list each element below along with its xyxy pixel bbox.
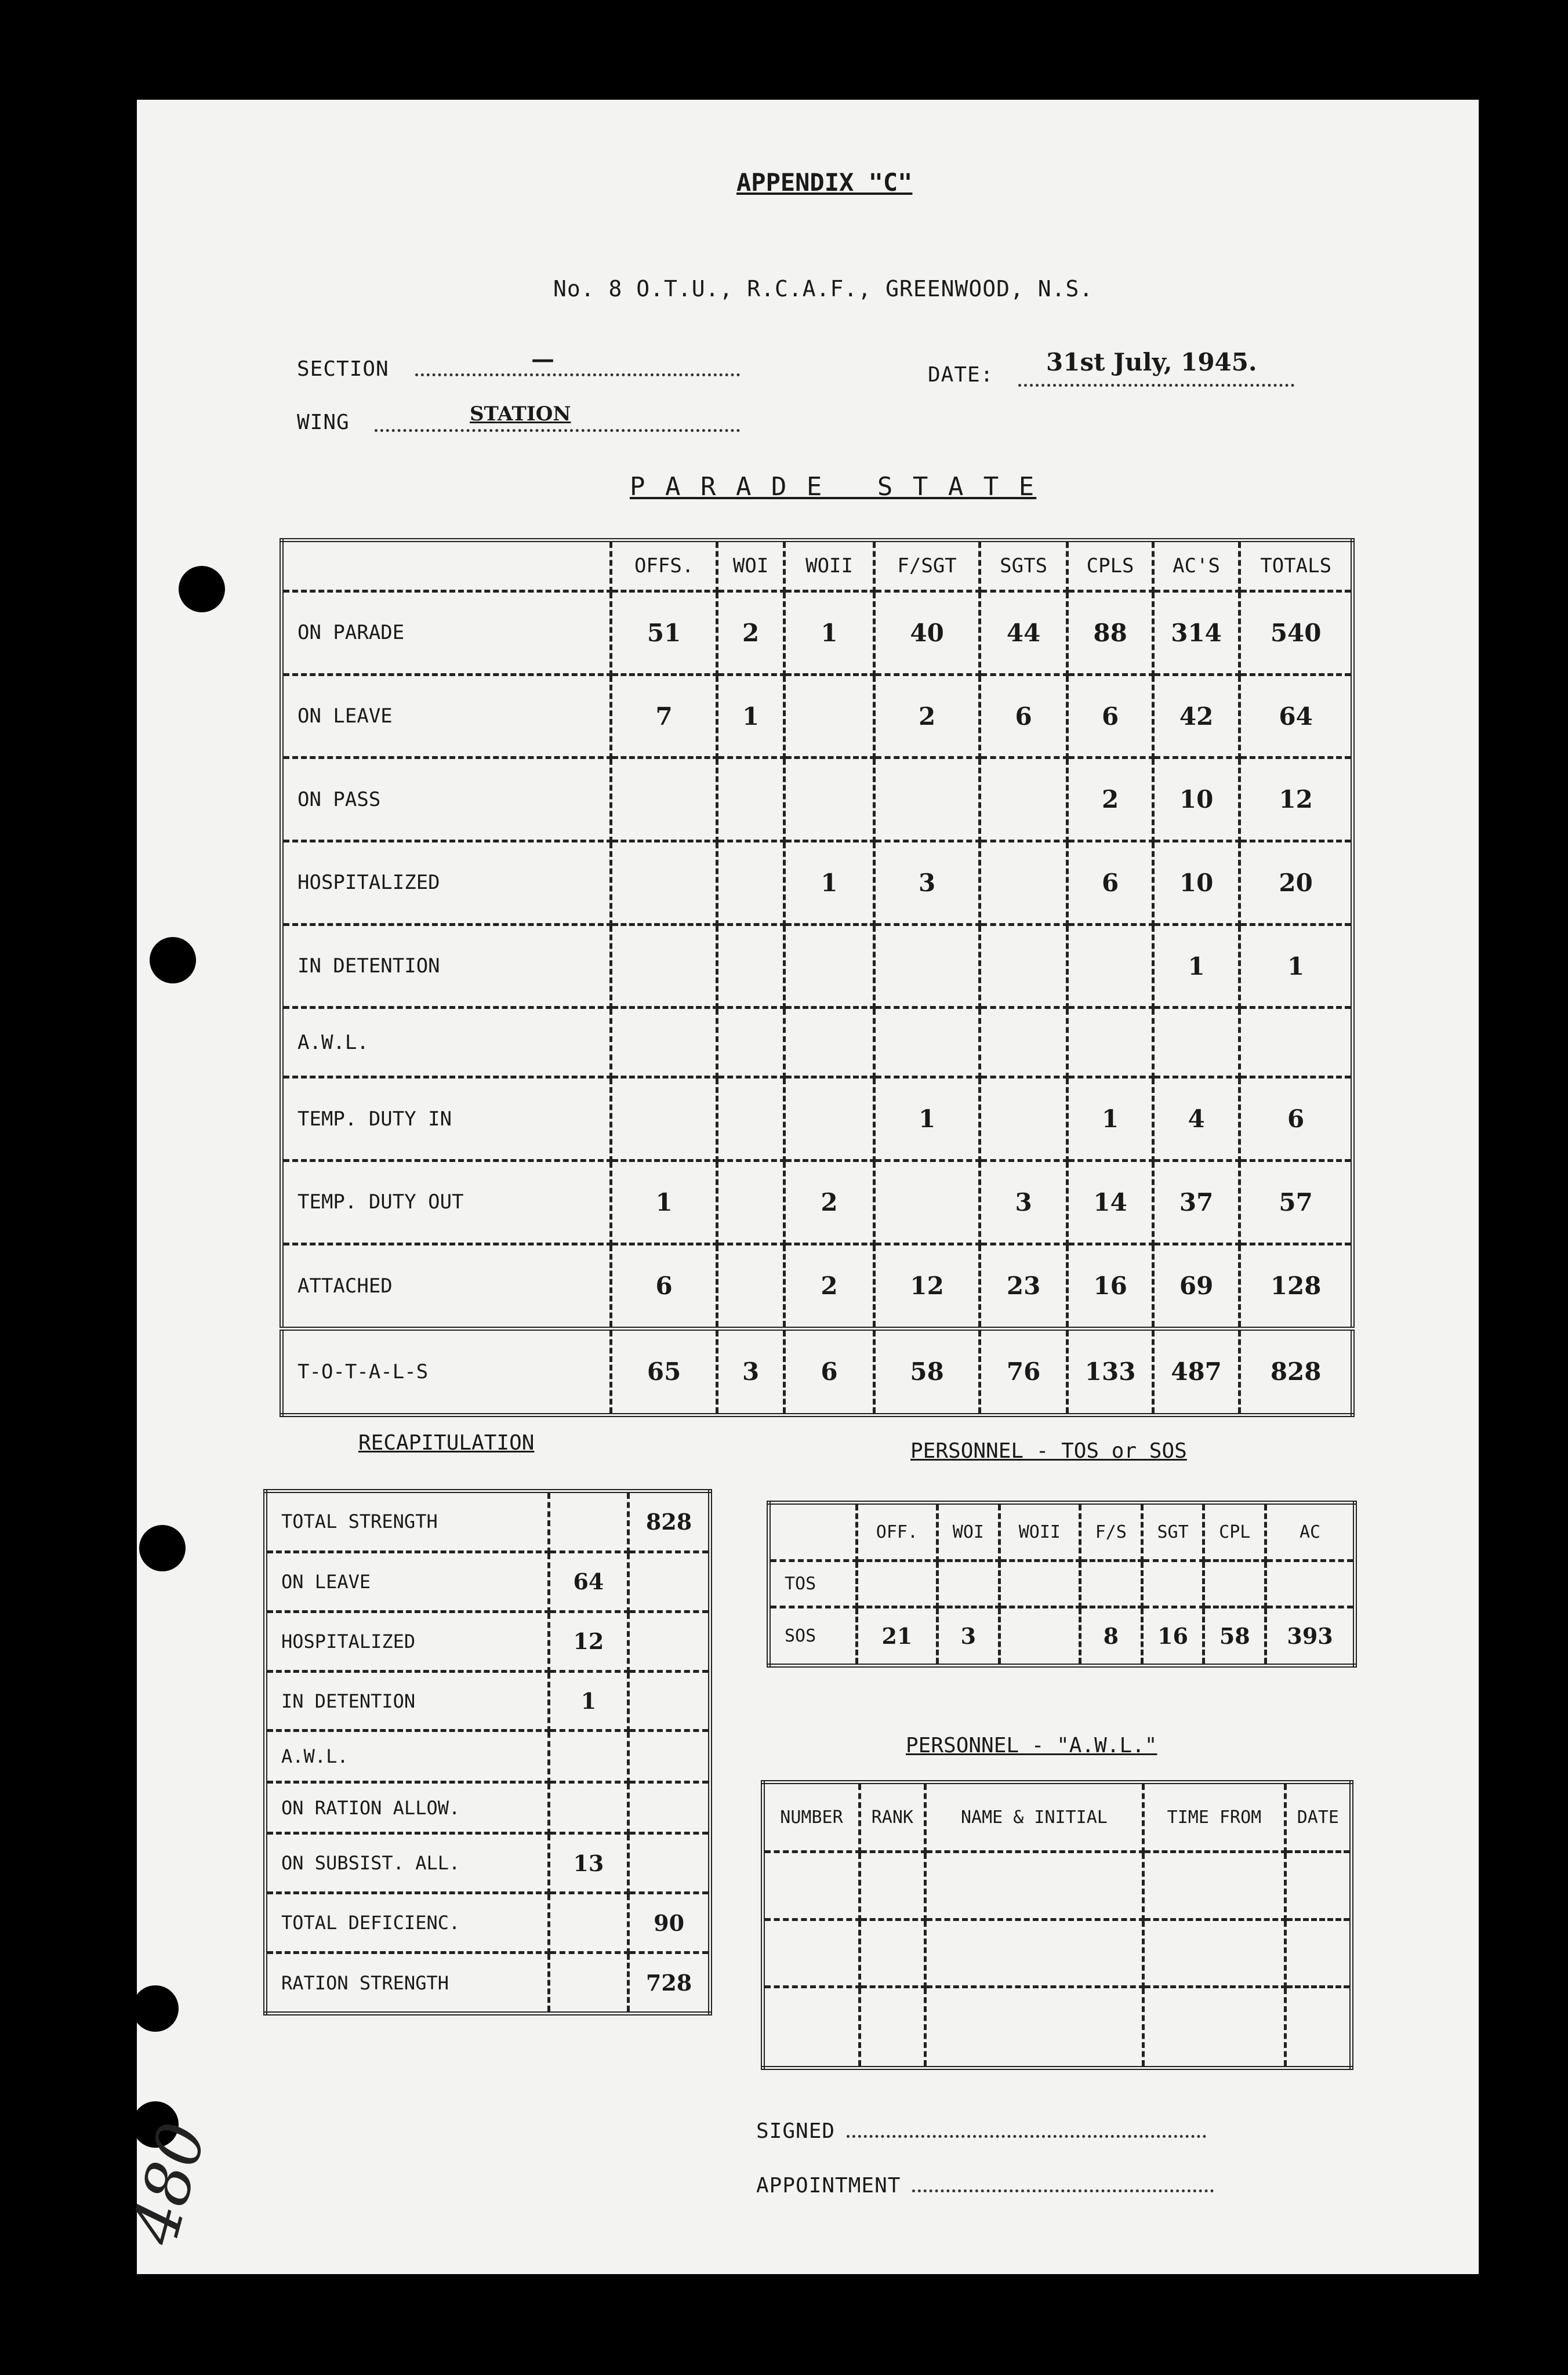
column-header: WOII: [784, 540, 874, 591]
table-cell: 728: [629, 1953, 710, 2014]
table-cell: 37: [1153, 1160, 1239, 1244]
table-cell: 1: [784, 591, 874, 675]
table-row: [282, 1008, 1353, 1077]
wing-value: STATION: [470, 402, 571, 426]
parade-state-table: [280, 538, 1355, 1417]
signed-line: [847, 2118, 1206, 2138]
table-row: [763, 1919, 1352, 1987]
table-row: [282, 674, 1353, 758]
column-header: NAME & INITIAL: [925, 1782, 1143, 1852]
table-cell: 6: [979, 674, 1067, 758]
table-row: [266, 1953, 710, 2014]
column-header: AC: [1266, 1503, 1355, 1561]
table-row: [282, 1328, 1353, 1415]
table-cell: [979, 924, 1067, 1008]
table-cell: [549, 1782, 629, 1833]
table-cell: 1: [784, 841, 874, 925]
table-cell: [784, 758, 874, 841]
table-cell: [979, 1008, 1067, 1077]
table-cell: [979, 841, 1067, 925]
table-cell: [611, 1008, 717, 1077]
date-value: 31st July, 1945.: [1046, 348, 1257, 376]
wing-label: WING: [297, 411, 350, 434]
table-cell: 1: [1153, 924, 1239, 1008]
table-cell: 14: [1068, 1160, 1153, 1244]
date-label: DATE:: [928, 363, 994, 387]
table-cell: 2: [717, 591, 784, 675]
column-header: AC'S: [1153, 540, 1239, 591]
table-cell: [1068, 1008, 1153, 1077]
column-header: CPLS: [1068, 540, 1153, 591]
table-cell: 10: [1153, 841, 1239, 925]
parade-state-title: P A R A D E S T A T E: [630, 472, 1037, 502]
table-row: [266, 1893, 710, 1953]
table-row: [282, 1160, 1353, 1244]
row-label-header: [282, 540, 611, 591]
table-cell: 12: [874, 1244, 980, 1328]
table-cell: [629, 1731, 710, 1782]
table-cell: 7: [611, 674, 717, 758]
table-row: [282, 924, 1353, 1008]
table-cell: [999, 1607, 1080, 1665]
table-row: [266, 1782, 710, 1833]
table-row: [769, 1607, 1355, 1665]
table-cell: 21: [856, 1607, 937, 1665]
table-cell: 3: [979, 1160, 1067, 1244]
table-cell: 6: [1068, 674, 1153, 758]
table-cell: 828: [1240, 1328, 1353, 1415]
table-cell: 76: [979, 1328, 1067, 1415]
section-line: [415, 373, 740, 376]
row-label: IN DETENTION: [266, 1671, 549, 1731]
awl-table: [761, 1780, 1353, 2070]
table-row: [282, 841, 1353, 925]
row-label: A.W.L.: [266, 1731, 549, 1782]
signed-field: [756, 2118, 1206, 2143]
column-header: OFFS.: [611, 540, 717, 591]
tos-sos-title: PERSONNEL - TOS or SOS: [910, 1439, 1187, 1463]
table-cell: 40: [874, 591, 980, 675]
table-cell: [856, 1561, 937, 1607]
table-cell: 44: [979, 591, 1067, 675]
table-cell: 10: [1153, 758, 1239, 841]
row-label: TOS: [769, 1561, 857, 1607]
table-cell: [1142, 1561, 1204, 1607]
table-cell: [874, 924, 980, 1008]
table-cell: [1068, 924, 1153, 1008]
table-row: [282, 1244, 1353, 1328]
table-cell: [549, 1893, 629, 1953]
table-cell: 487: [1153, 1328, 1239, 1415]
tos-sos-table: [767, 1501, 1357, 1668]
section-label: SECTION: [297, 357, 389, 381]
recapitulation-table: [263, 1489, 712, 2016]
table-cell: [717, 841, 784, 925]
table-cell: [938, 1561, 1000, 1607]
table-cell: 1: [874, 1077, 980, 1161]
table-cell: [629, 1833, 710, 1893]
table-cell: [611, 1077, 717, 1161]
table-row: [266, 1491, 710, 1552]
unit-name: No. 8 O.T.U., R.C.A.F., GREENWOOD, N.S.: [553, 276, 1094, 302]
punch-hole: [179, 566, 225, 612]
appointment-field: [756, 2172, 1214, 2198]
table-cell: 2: [784, 1160, 874, 1244]
table-header-row: [282, 540, 1353, 591]
punch-hole: [139, 1525, 186, 1571]
table-cell: 1: [611, 1160, 717, 1244]
column-header: F/SGT: [874, 540, 980, 591]
table-cell: 1: [1068, 1077, 1153, 1161]
table-cell: [549, 1731, 629, 1782]
table-cell: 57: [1240, 1160, 1353, 1244]
table-cell: 4: [1153, 1077, 1239, 1161]
table-cell: 540: [1240, 591, 1353, 675]
table-cell: [717, 758, 784, 841]
table-cell: 23: [979, 1244, 1067, 1328]
table-cell: [717, 924, 784, 1008]
table-cell: 393: [1266, 1607, 1355, 1665]
table-row: [763, 1987, 1352, 2068]
table-header-row: [769, 1503, 1355, 1561]
table-cell: 88: [1068, 591, 1153, 675]
table-cell: [629, 1671, 710, 1731]
table-cell: 314: [1153, 591, 1239, 675]
column-header: WOI: [717, 540, 784, 591]
row-label: HOSPITALIZED: [282, 841, 611, 925]
table-cell: 3: [874, 841, 980, 925]
table-cell: 6: [1240, 1077, 1353, 1161]
table-row: [266, 1731, 710, 1782]
table-cell: 8: [1080, 1607, 1142, 1665]
column-header: WOII: [999, 1503, 1080, 1561]
table-cell: 828: [629, 1491, 710, 1552]
row-label: ON RATION ALLOW.: [266, 1782, 549, 1833]
table-cell: 58: [1204, 1607, 1266, 1665]
table-cell: 65: [611, 1328, 717, 1415]
punch-hole: [132, 1985, 179, 2032]
signed-label: SIGNED: [756, 2119, 836, 2143]
row-label: ON LEAVE: [266, 1552, 549, 1611]
table-cell: [784, 1008, 874, 1077]
table-cell: [979, 1077, 1067, 1161]
row-label: A.W.L.: [282, 1008, 611, 1077]
table-cell: [717, 1077, 784, 1161]
recapitulation-title: RECAPITULATION: [358, 1431, 535, 1455]
awl-title: PERSONNEL - "A.W.L.": [906, 1734, 1157, 1757]
table-cell: [874, 1160, 980, 1244]
table-cell: 12: [549, 1611, 629, 1671]
column-header: TIME FROM: [1144, 1782, 1286, 1852]
table-row: [282, 591, 1353, 675]
row-label: RATION STRENGTH: [266, 1953, 549, 2014]
table-cell: [549, 1953, 629, 2014]
table-cell: [717, 1160, 784, 1244]
document-page: [117, 100, 1479, 2274]
table-row: [266, 1671, 710, 1731]
table-cell: [1204, 1561, 1266, 1607]
wing-line: [375, 429, 740, 432]
column-header: OFF.: [856, 1503, 937, 1561]
table-cell: 69: [1153, 1244, 1239, 1328]
punch-hole: [150, 937, 196, 983]
table-row: [282, 758, 1353, 841]
table-cell: 12: [1240, 758, 1353, 841]
row-label: ON LEAVE: [282, 674, 611, 758]
table-cell: 128: [1240, 1244, 1353, 1328]
column-header: SGTS: [979, 540, 1067, 591]
table-row: [266, 1833, 710, 1893]
appointment-line: [912, 2172, 1214, 2192]
table-cell: 64: [1240, 674, 1353, 758]
row-label: TOTAL DEFICIENC.: [266, 1893, 549, 1953]
table-cell: [784, 674, 874, 758]
table-cell: 2: [874, 674, 980, 758]
table-cell: 1: [549, 1671, 629, 1731]
column-header: NUMBER: [763, 1782, 860, 1852]
table-cell: 58: [874, 1328, 980, 1415]
table-cell: [717, 1008, 784, 1077]
page-number-stamp: 480: [117, 2115, 220, 2252]
row-label: IN DETENTION: [282, 924, 611, 1008]
table-cell: [999, 1561, 1080, 1607]
table-cell: 20: [1240, 841, 1353, 925]
row-label: SOS: [769, 1607, 857, 1665]
table-cell: [1266, 1561, 1355, 1607]
column-header: F/S: [1080, 1503, 1142, 1561]
row-label: ATTACHED: [282, 1244, 611, 1328]
table-cell: [549, 1491, 629, 1552]
table-cell: 2: [1068, 758, 1153, 841]
table-cell: [979, 758, 1067, 841]
table-cell: [629, 1782, 710, 1833]
column-header: CPL: [1204, 1503, 1266, 1561]
table-cell: [784, 924, 874, 1008]
table-cell: 64: [549, 1552, 629, 1611]
column-header: WOI: [938, 1503, 1000, 1561]
table-cell: [611, 924, 717, 1008]
table-cell: [1153, 1008, 1239, 1077]
table-cell: 13: [549, 1833, 629, 1893]
row-label: TEMP. DUTY OUT: [282, 1160, 611, 1244]
column-header: TOTALS: [1240, 540, 1353, 591]
table-header-row: [763, 1782, 1352, 1852]
table-cell: 3: [717, 1328, 784, 1415]
row-label: HOSPITALIZED: [266, 1611, 549, 1671]
table-row: [763, 1852, 1352, 1920]
date-line: [1018, 384, 1294, 387]
table-cell: 42: [1153, 674, 1239, 758]
table-cell: 2: [784, 1244, 874, 1328]
row-label: ON PASS: [282, 758, 611, 841]
column-header: SGT: [1142, 1503, 1204, 1561]
table-row: [266, 1552, 710, 1611]
table-cell: [1240, 1008, 1353, 1077]
row-label: TEMP. DUTY IN: [282, 1077, 611, 1161]
table-cell: 133: [1068, 1328, 1153, 1415]
table-cell: [611, 841, 717, 925]
row-label: T-O-T-A-L-S: [282, 1328, 611, 1415]
table-cell: 6: [784, 1328, 874, 1415]
table-cell: [629, 1611, 710, 1671]
table-cell: [874, 758, 980, 841]
appointment-label: APPOINTMENT: [756, 2174, 901, 2198]
row-label: TOTAL STRENGTH: [266, 1491, 549, 1552]
appendix-title: APPENDIX "C": [736, 168, 913, 197]
column-header: [769, 1503, 857, 1561]
table-cell: 90: [629, 1893, 710, 1953]
table-cell: 1: [1240, 924, 1353, 1008]
table-cell: 1: [717, 674, 784, 758]
row-label: ON PARADE: [282, 591, 611, 675]
table-cell: 16: [1142, 1607, 1204, 1665]
table-cell: [784, 1077, 874, 1161]
row-label: ON SUBSIST. ALL.: [266, 1833, 549, 1893]
table-cell: 3: [938, 1607, 1000, 1665]
table-cell: 6: [1068, 841, 1153, 925]
table-cell: 51: [611, 591, 717, 675]
table-cell: [874, 1008, 980, 1077]
column-header: DATE: [1285, 1782, 1351, 1852]
section-value: —: [531, 346, 554, 373]
table-cell: [611, 758, 717, 841]
table-row: [769, 1561, 1355, 1607]
table-cell: 6: [611, 1244, 717, 1328]
table-cell: [1080, 1561, 1142, 1607]
table-row: [282, 1077, 1353, 1161]
table-row: [266, 1611, 710, 1671]
table-cell: [717, 1244, 784, 1328]
table-cell: 16: [1068, 1244, 1153, 1328]
column-header: RANK: [859, 1782, 925, 1852]
table-cell: [629, 1552, 710, 1611]
